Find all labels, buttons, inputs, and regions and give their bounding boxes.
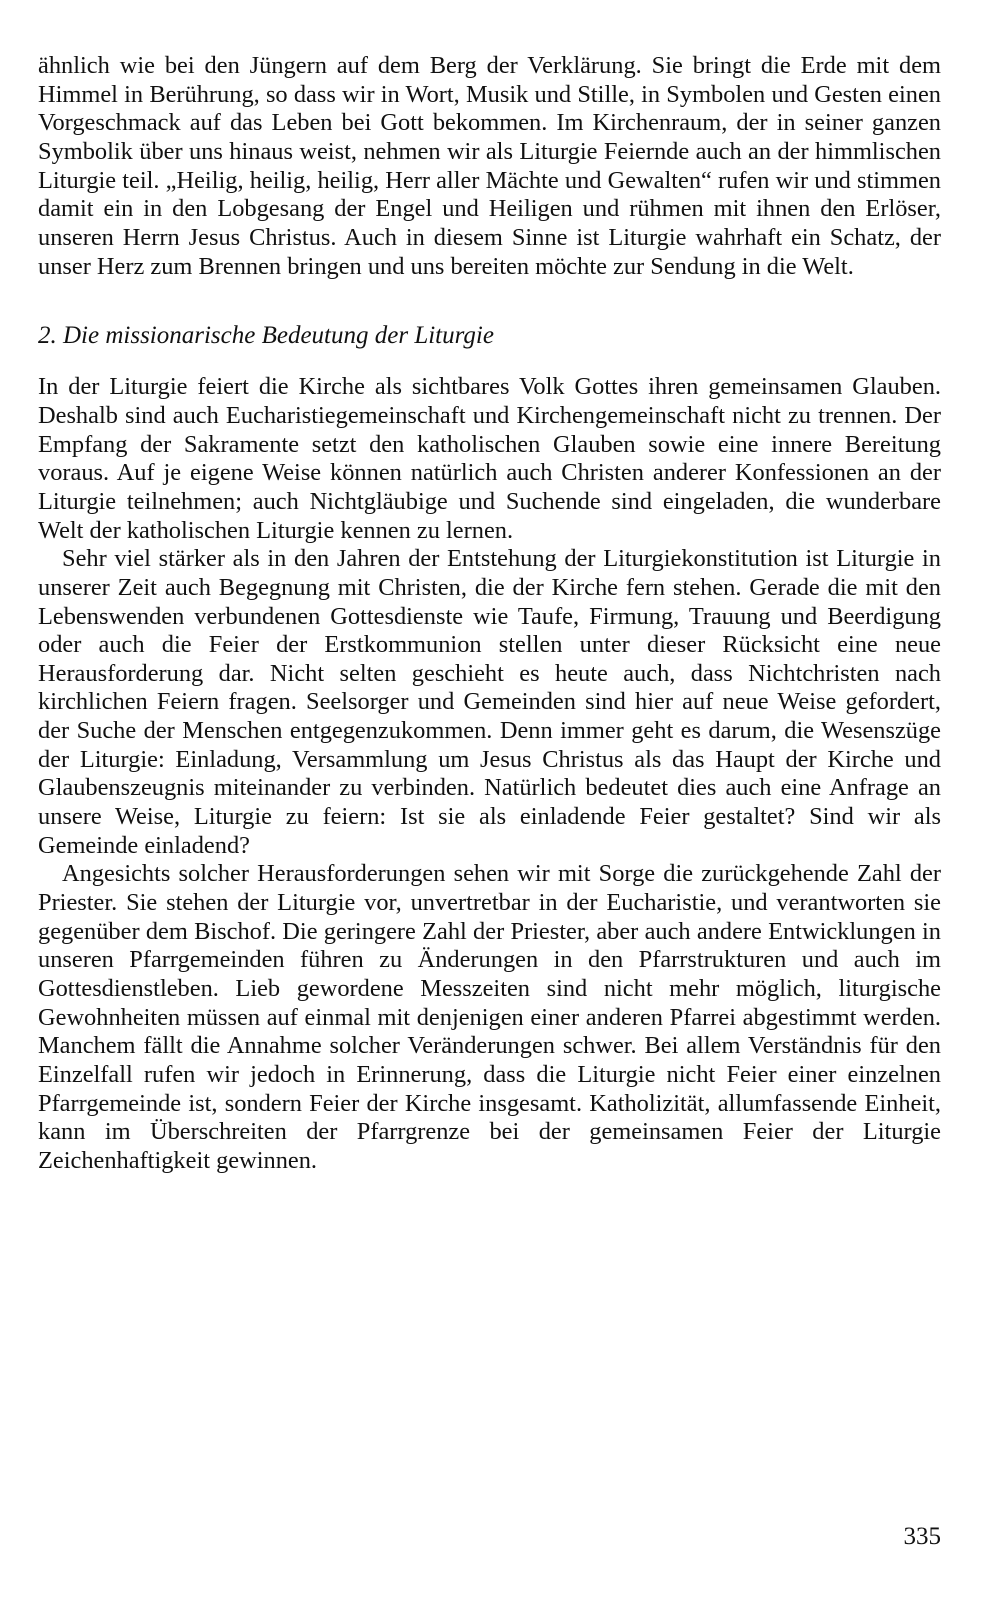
section-body [38, 373, 941, 1175]
page-content [38, 52, 941, 1176]
page-number: 335 [903, 1523, 941, 1550]
section-heading: 2. Die missionarische Bedeutung der Liturgie [38, 322, 494, 350]
section-paragraph-3: Angesichts solcher Herausforderungen sehen wir mit Sorge die zurückgehende Zahl der Priester. Sie stehen der Liturgie vor, unvertretbar in der Eucharistie, und verantworten sie gegenüber dem Bischof. Die geringere Zahl der Priester, aber auch andere Entwicklungen in unseren Pfarrgemeinden führen zu Änderungen in den Pfarrstrukturen und auch im Gottesdienstleben. Lieb gewordene Messzeiten sind nicht mehr möglich, liturgische Gewohnheiten müssen auf einmal mit denjenigen einer anderen Pfarrei abgestimmt werden. Manchem fällt die Annahme solcher Veränderungen schwer. Bei allem Verständnis für den Einzelfall rufen wir jedoch in Erinnerung, dass die Liturgie nicht Feier einer einzelnen Pfarrgemeinde ist, sondern Feier der Kirche insgesamt. Katholizität, allumfassende Einheit, kann im Überschreiten der Pfarrgrenze bei der gemeinsamen Feier der Liturgie Zeichenhaftigkeit gewinnen. [38, 860, 941, 1174]
intro-paragraph: ähnlich wie bei den Jüngern auf dem Berg der Verklärung. Sie bringt die Erde mit dem Himmel in Berührung, so dass wir in Wort, Musik und Stille, in Symbolen und Gesten einen Vorgeschmack auf das Leben bei Gott bekommen. Im Kirchenraum, der in seiner ganzen Symbolik über uns hinaus weist, nehmen wir als Liturgie Feiernde auch an der himmlischen Liturgie teil. „Heilig, heilig, heilig, Herr aller Mächte und Gewalten“ rufen wir und stimmen damit ein in den Lobgesang der Engel und Heiligen und rühmen mit ihnen den Erlöser, unseren Herrn Jesus Christus. Auch in diesem Sinne ist Liturgie wahrhaft ein Schatz, der unser Herz zum Brennen bringen und uns bereiten möchte zur Sendung in die Welt. [38, 52, 941, 280]
section-paragraph-1: In der Liturgie feiert die Kirche als sichtbares Volk Gottes ihren gemeinsamen Glauben. Deshalb sind auch Eucharistiegemeinschaft und Kirchengemeinschaft nicht zu trennen. Der Empfang der Sakramente setzt den katholischen Glauben sowie eine innere Bereitung voraus. Auf je eigene Weise können natürlich auch Christen anderer Konfessionen an der Liturgie teilnehmen; auch Nichtgläubige und Suchende sind eingeladen, die wunderbare Welt der katholischen Liturgie kennen zu lernen. [38, 373, 941, 544]
section-paragraph-2: Sehr viel stärker als in den Jahren der Entstehung der Liturgiekonstitution ist Liturgie in unserer Zeit auch Begegnung mit Christen, die der Kirche fern stehen. Gerade die mit den Lebenswenden verbundenen Gottesdienste wie Taufe, Firmung, Trauung und Beerdigung oder auch die Feier der Erstkommunion stellen unter dieser Rücksicht eine neue Herausforderung dar. Nicht selten geschieht es heute auch, dass Nichtchristen nach kirchlichen Feiern fragen. Seelsorger und Gemeinden sind hier auf neue Weise gefordert, der Suche der Menschen entgegenzukommen. Denn immer geht es darum, die Wesenszüge der Liturgie: Einladung, Versammlung um Jesus Christus als das Haupt der Kirche und Glaubenszeugnis miteinander zu verbinden. Natürlich bedeutet dies auch eine Anfrage an unsere Weise, Liturgie zu feiern: Ist sie als einladende Feier gestaltet? Sind wir als Gemeinde einladend? [38, 545, 941, 859]
